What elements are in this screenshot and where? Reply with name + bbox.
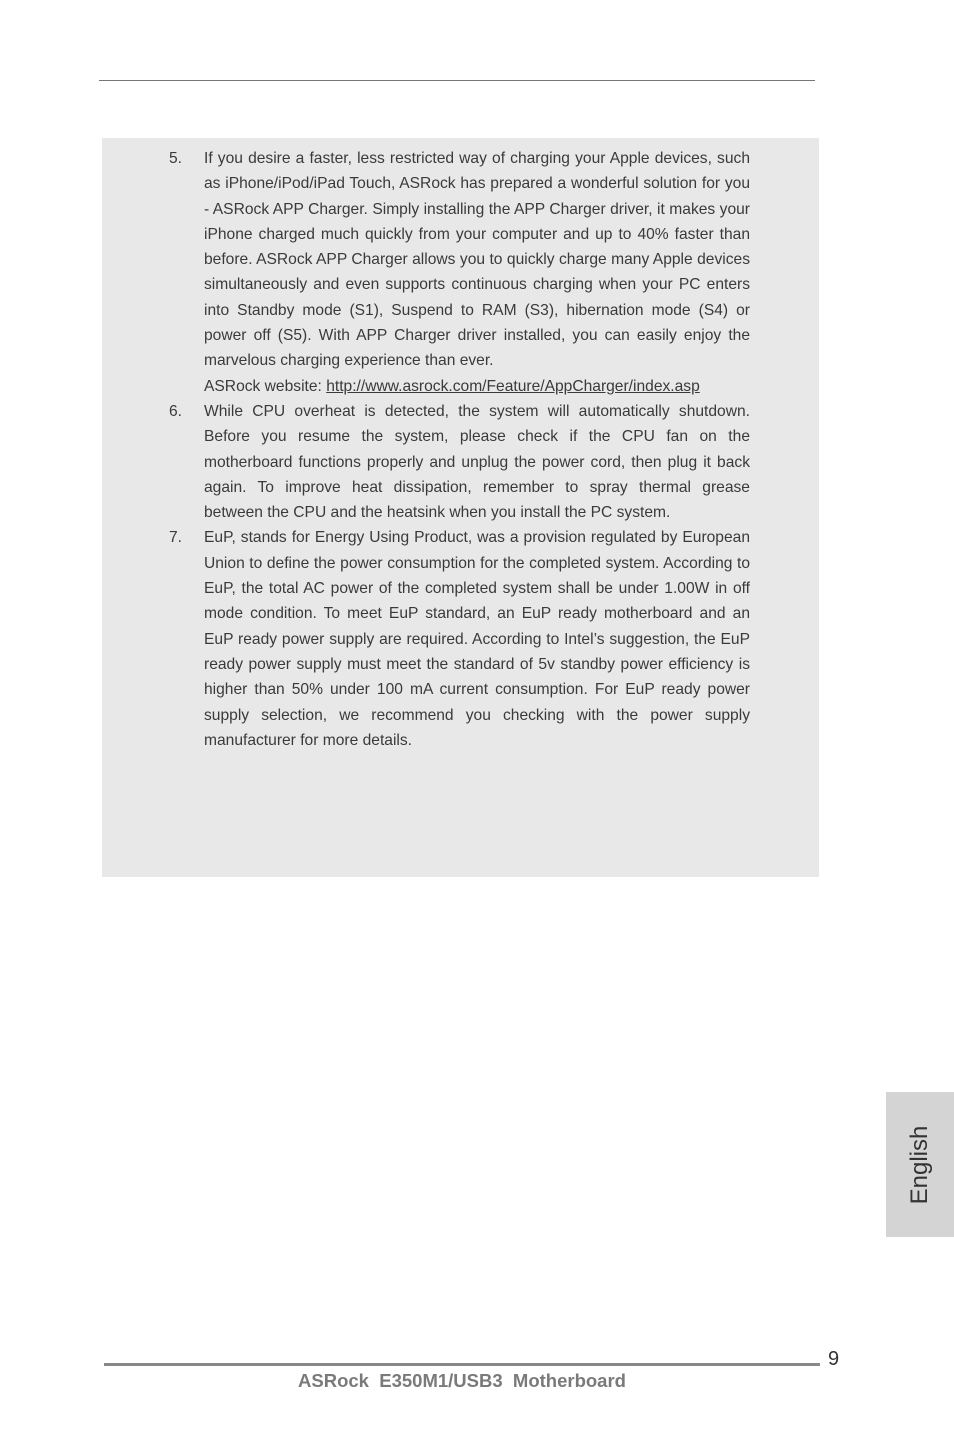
notes-list [168,146,750,753]
note-number: 5. [169,150,183,167]
note-text: EuP, stands for Energy Using Product, was a provision regulated by European Union to define the power consumption for the completed system. According to EuP, the total AC power of the completed system shall be under 1.00W in off mode condition. To meet EuP standard, an EuP ready motherboard and an EuP ready power supply are required. According to Intel’s suggestion, the EuP ready power supply must meet the standard of 5v standby power efficiency is higher than 50% under 100 mA current consumption. For EuP ready power supply selection, we recommend you checking with the power supply manufacturer for more details. [204,529,750,749]
note-number: 7. [169,529,183,547]
language-tab [886,1092,954,1237]
website-label: ASRock website: [204,377,327,395]
note-text: If you desire a faster, less restricted way of charging your Apple devices, such as iPhone/iPod/iPad Touch, ASRock has prepared a wonderful solution for you - ASRock APP Charger. Simply installing the APP Charger driver, it makes your iPhone charged much quickly from your computer and up to 40% faster than before. ASRock APP Charger allows you to quickly charge many Apple devices simultaneously and even supports continuous charging when your PC enters into Standby mode (S1), Suspend to RAM (S3), hibernation mode (S4) or power off (S5). With APP Charger driver installed, you can easily enjoy the marvelous charging experience than ever. [204,150,750,370]
language-label: English [906,1125,933,1204]
footer-divider [104,1363,820,1366]
app-charger-link[interactable]: http://www.asrock.com/Feature/AppCharger/index.asp [326,377,700,395]
top-divider [99,80,815,81]
footer-title: ASRock E350M1/USB3 Motherboard [298,1370,626,1391]
note-text: While CPU overheat is detected, the system will automatically shutdown. Before you resume the system, please check if the CPU fan on the motherboard functions properly and unplug the power cord, then plug it back again. To improve heat dissipation, remember to spray thermal grease between the CPU and the heatsink when you install the PC system. [204,402,750,522]
note-item-5 [168,146,750,399]
note-item-7 [168,525,750,753]
note-number: 6. [169,402,183,420]
page-number: 9 [828,1348,840,1370]
note-website [204,374,750,399]
note-item-6 [168,399,750,525]
